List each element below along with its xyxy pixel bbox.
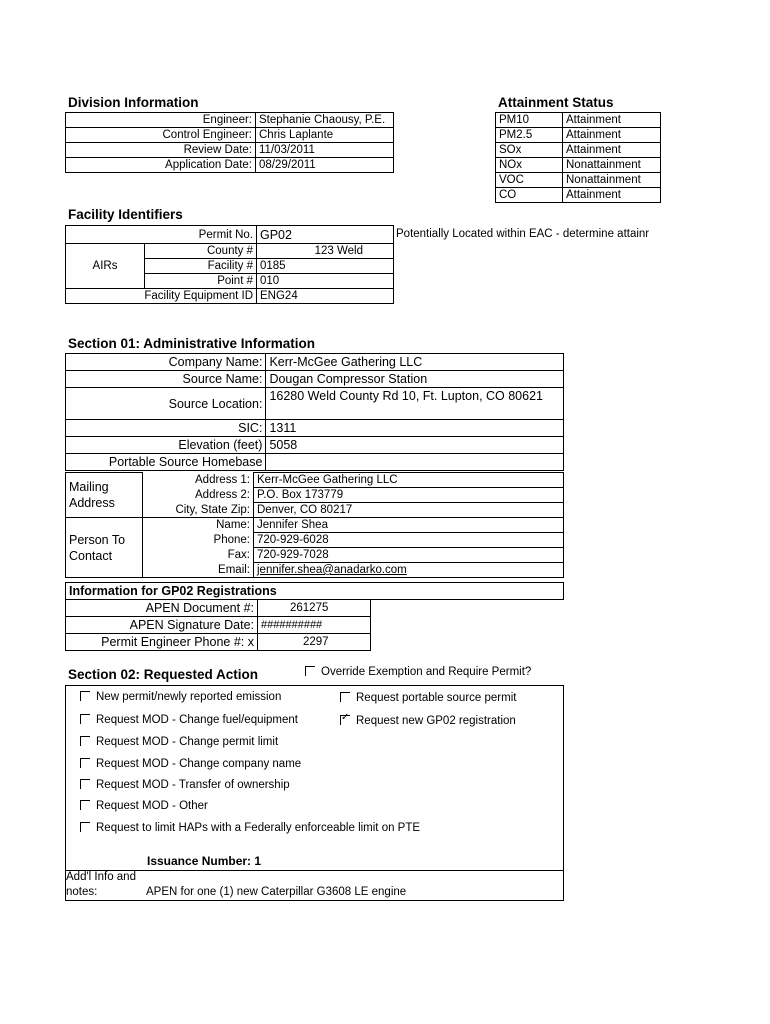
address1-value: Kerr-McGee Gathering LLC [254,473,564,488]
contact-email-label: Email: [143,563,254,578]
option-change-fuel[interactable]: Request MOD - Change fuel/equipment [80,714,298,726]
issuance-number: Issuance Number: 1 [147,854,262,868]
mailing-address-label: Mailing Address [66,473,143,518]
permit-no-label: Permit No. [66,226,257,244]
gp02-heading: Information for GP02 Registrations [66,583,564,600]
status-pm10: Attainment [563,113,661,128]
review-date-value: 11/03/2011 [256,143,394,158]
contact-person-label: Person To Contact [66,518,143,578]
facility-number-value: 0185 [257,259,394,274]
source-name-value: Dougan Compressor Station [266,371,564,388]
option-limit-haps[interactable]: Request to limit HAPs with a Federally enforceable limit on PTE [80,822,420,834]
county-label: County # [145,244,257,259]
facility-number-label: Facility # [145,259,257,274]
address2-label: Address 2: [143,488,254,503]
status-pm25: Attainment [563,128,661,143]
checkbox-icon[interactable] [80,800,90,810]
checkbox-icon[interactable] [80,779,90,789]
address2-value: P.O. Box 173779 [254,488,564,503]
apen-table [65,599,371,651]
gp02-table [65,582,564,600]
address1-label: Address 1: [143,473,254,488]
option-mod-other[interactable]: Request MOD - Other [80,800,208,812]
permit-no-value: GP02 [257,226,394,244]
option-change-company[interactable]: Request MOD - Change company name [80,758,301,770]
source-location-value: 16280 Weld County Rd 10, Ft. Lupton, CO 80621 [266,388,564,420]
apen-document-value: 261275 [258,600,371,617]
checkbox-icon[interactable] [80,822,90,832]
control-engineer-label: Control Engineer: [66,128,256,143]
option-change-limit[interactable]: Request MOD - Change permit limit [80,736,278,748]
elevation-value: 5058 [266,437,564,454]
pollutant-pm25: PM2.5 [496,128,563,143]
engineer-label: Engineer: [66,113,256,128]
equipment-id-value: ENG24 [257,289,394,304]
checkbox-icon[interactable] [340,692,350,702]
contact-name-label: Name: [143,518,254,533]
sic-value: 1311 [266,420,564,437]
county-value: 123 Weld [257,244,394,259]
checkbox-icon[interactable] [80,736,90,746]
pollutant-co: CO [496,188,563,203]
contact-name-value: Jennifer Shea [254,518,564,533]
sic-label: SIC: [66,420,266,437]
division-table [65,112,394,173]
facility-table [65,225,394,304]
section02-heading: Section 02: Requested Action [68,667,259,682]
contact-phone-value: 720-929-6028 [254,533,564,548]
contact-phone-label: Phone: [143,533,254,548]
status-nox: Nonattainment [563,158,661,173]
attainment-table [495,112,661,203]
notes-value: APEN for one (1) new Caterpillar G3608 LE engine [146,886,407,898]
engineer-phone-label: Permit Engineer Phone #: x [66,634,258,651]
control-engineer-value: Chris Laplante [256,128,394,143]
checkbox-icon[interactable] [305,666,315,676]
status-voc: Nonattainment [563,173,661,188]
override-option[interactable]: Override Exemption and Require Permit? [305,666,531,678]
application-date-value: 08/29/2011 [256,158,394,173]
pollutant-pm10: PM10 [496,113,563,128]
portable-homebase-value [266,454,564,471]
attainment-heading: Attainment Status [498,95,614,110]
option-transfer-ownership[interactable]: Request MOD - Transfer of ownership [80,779,290,791]
point-label: Point # [145,274,257,289]
notes-label: Add'l Info and notes: [66,871,136,898]
checkbox-icon[interactable] [80,758,90,768]
source-name-label: Source Name: [66,371,266,388]
status-co: Attainment [563,188,661,203]
attainment-note: Potentially Located within EAC - determine attainr [396,228,650,240]
requested-action-box [65,685,564,871]
source-location-label: Source Location: [66,388,266,420]
contact-fax-label: Fax: [143,548,254,563]
review-date-label: Review Date: [66,143,256,158]
equipment-id-label: Facility Equipment ID [66,289,257,304]
airs-label: AIRs [66,244,145,289]
option-new-permit[interactable]: New permit/newly reported emission [80,691,281,703]
apen-signature-value: ########## [258,617,371,634]
contact-fax-value: 720-929-7028 [254,548,564,563]
pollutant-nox: NOx [496,158,563,173]
apen-document-label: APEN Document #: [66,600,258,617]
city-state-zip-value: Denver, CO 80217 [254,503,564,518]
checkbox-icon[interactable] [80,691,90,701]
admin-table [65,353,564,471]
pollutant-sox: SOx [496,143,563,158]
company-value: Kerr-McGee Gathering LLC [266,354,564,371]
checked-checkbox-icon[interactable] [340,715,350,725]
point-value: 010 [257,274,394,289]
application-date-label: Application Date: [66,158,256,173]
portable-homebase-label: Portable Source Homebase [66,454,266,471]
facility-heading: Facility Identifiers [68,207,183,222]
city-state-zip-label: City, State Zip: [143,503,254,518]
mailing-table [65,472,564,578]
pollutant-voc: VOC [496,173,563,188]
status-sox: Attainment [563,143,661,158]
contact-email-value[interactable]: jennifer.shea@anadarko.com [254,563,564,578]
elevation-label: Elevation (feet) [66,437,266,454]
engineer-value: Stephanie Chaousy, P.E. [256,113,394,128]
checkbox-icon[interactable] [80,714,90,724]
engineer-phone-value: 2297 [258,634,371,651]
option-new-gp02[interactable]: ✓Request new GP02 registration [340,715,516,727]
apen-signature-label: APEN Signature Date: [66,617,258,634]
section01-heading: Section 01: Administrative Information [68,336,316,351]
company-label: Company Name: [66,354,266,371]
option-portable-source[interactable]: Request portable source permit [340,692,516,704]
division-heading: Division Information [68,95,199,110]
